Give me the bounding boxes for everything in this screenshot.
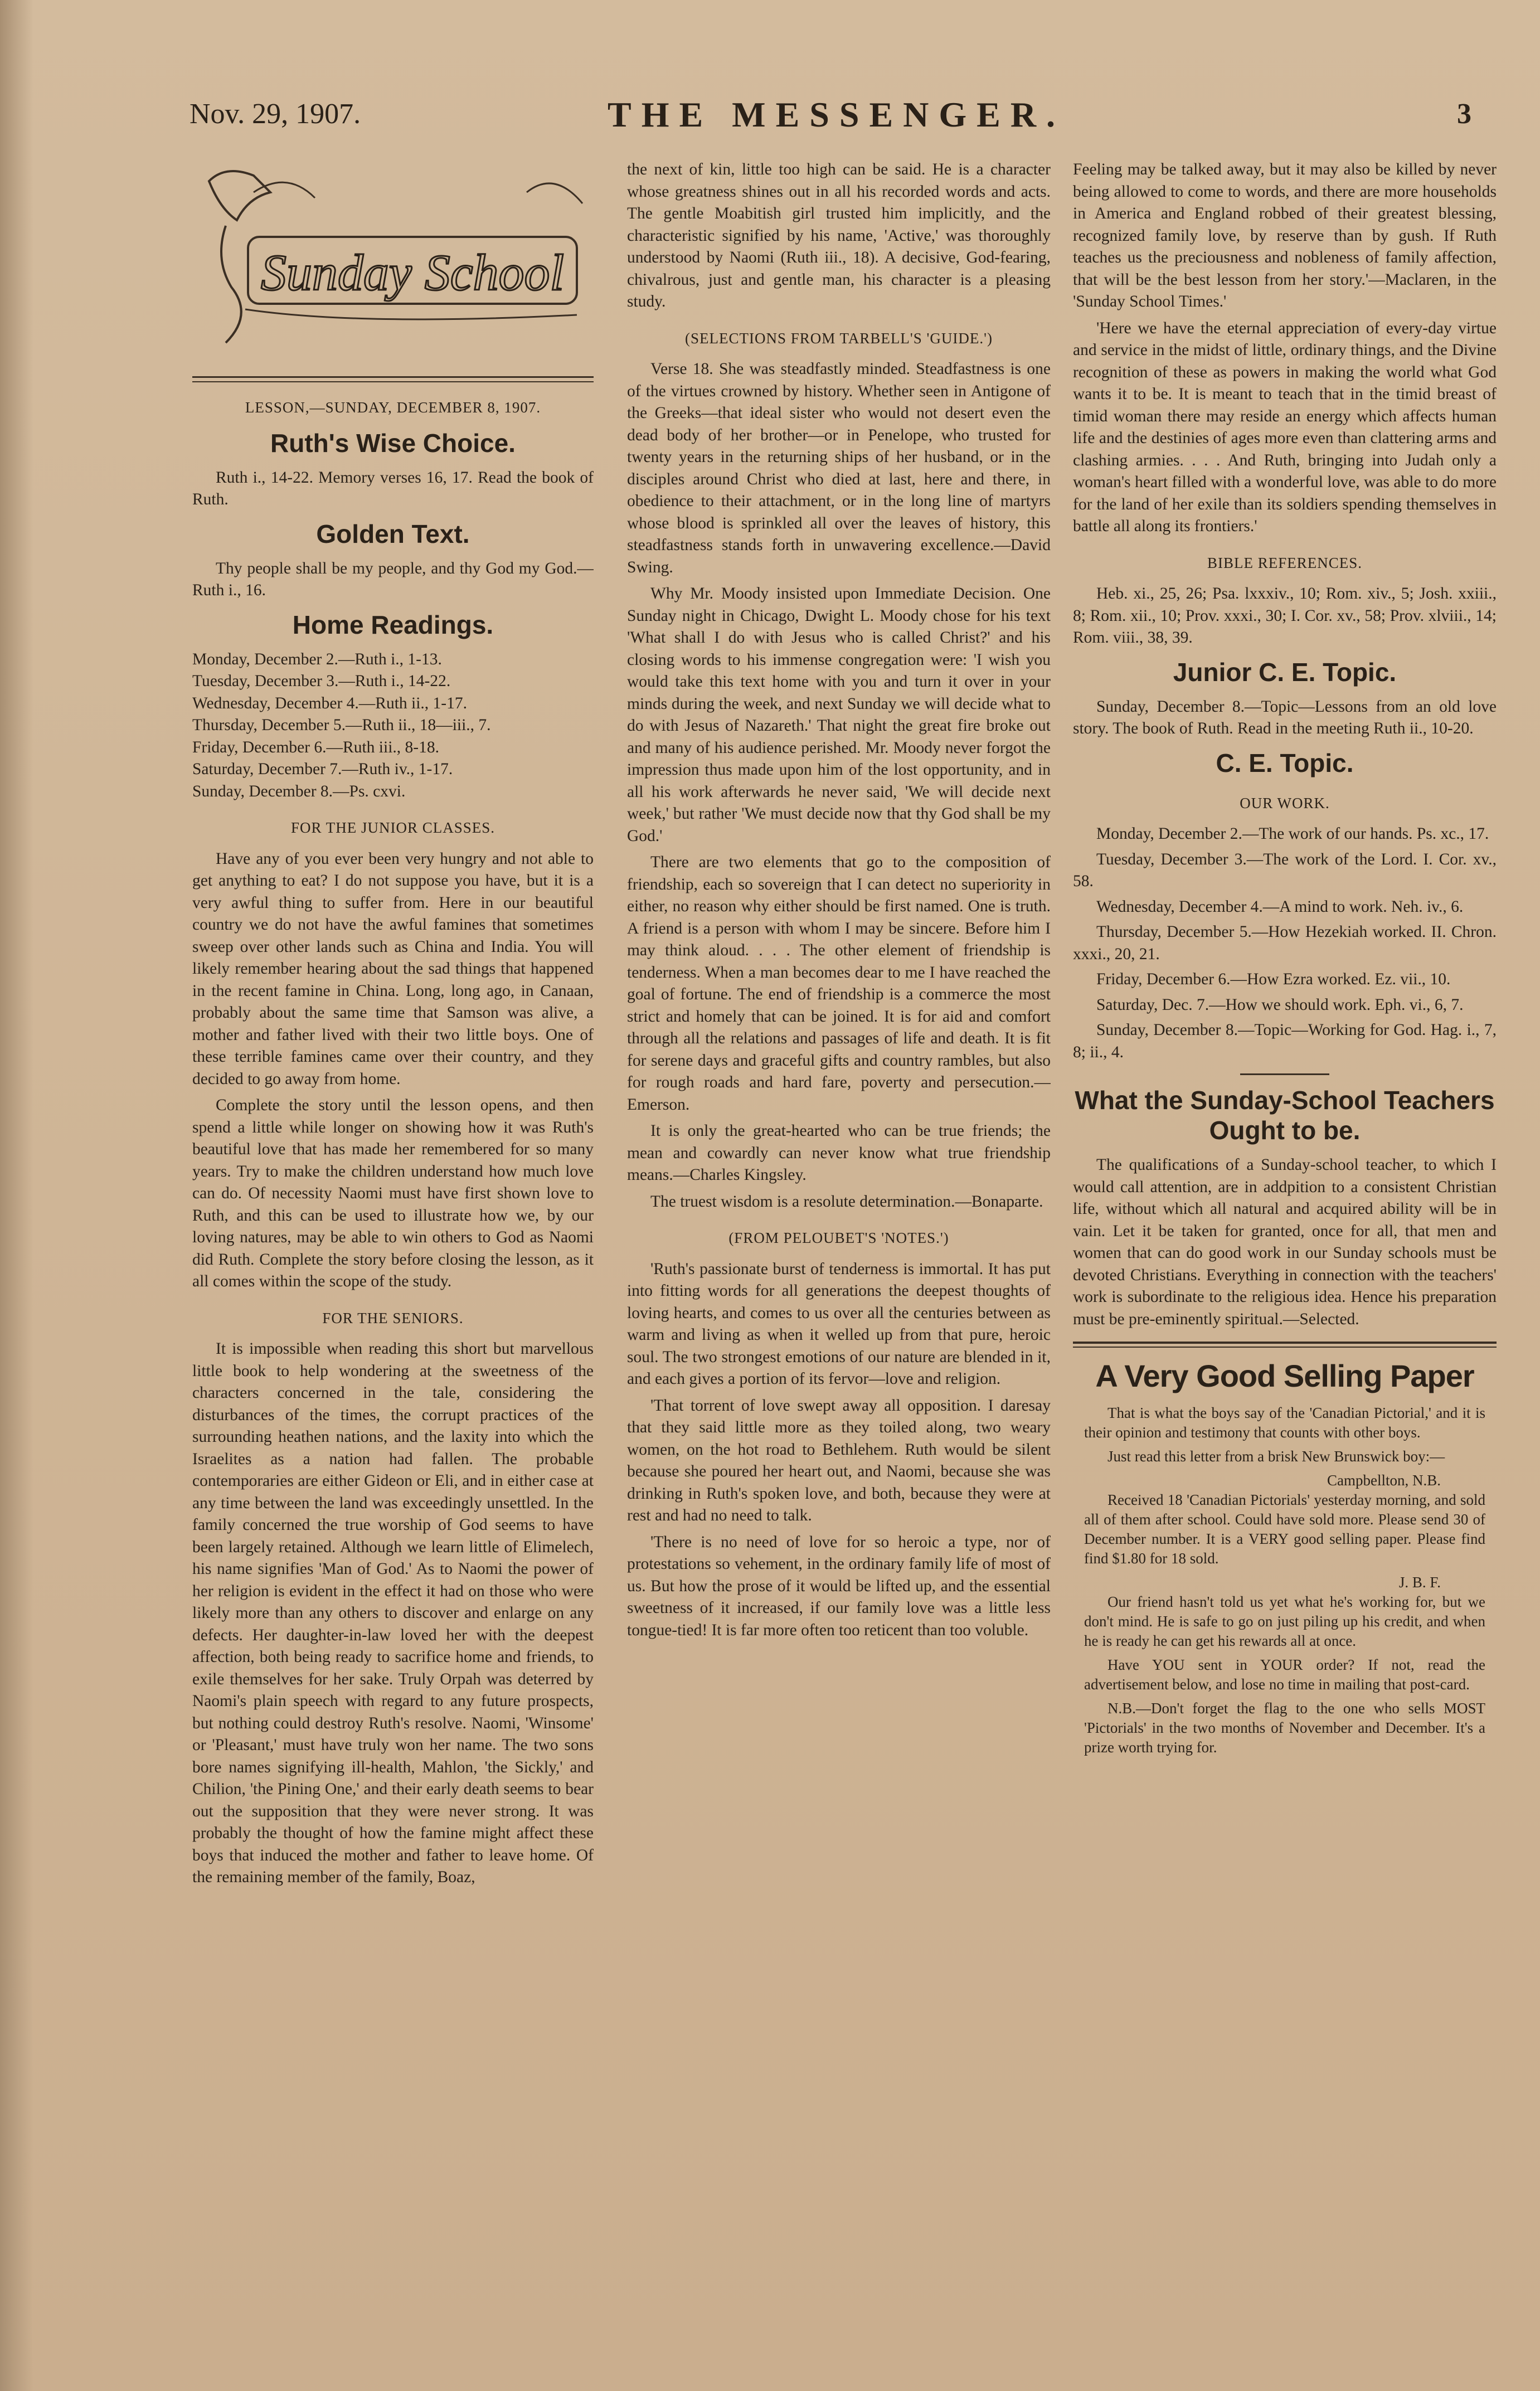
work-item: Saturday, Dec. 7.—How we should work. Eph. vi., 6, 7. (1096, 995, 1464, 1014)
home-readings-heading: Home Readings. (292, 610, 494, 639)
bible-references: Heb. xi., 25, 26; Psa. lxxxiv., 10; Rom. xiv., 5; Josh. xxiii., 8; Rom. xii., 10; Prov. xxxi., 30; I. Cor. xv., 58; Prov. xlviii., 14; Rom. viii., 38, 39. (1073, 585, 1497, 647)
paper-title: THE MESSENGER. (608, 95, 1066, 134)
reading-item: Monday, December 2.—Ruth i., 1-13. (192, 650, 442, 668)
lesson-date: LESSON,—SUNDAY, DECEMBER 8, 1907. (245, 399, 541, 416)
peloubet-paragraph: 'That torrent of love swept away all opposition. I daresay that they said little more as they toiled along, two weary women, on the hot road to Bethlehem. Ruth would be silent because she poured her heart out, and Naomi, because she was drinking in Ruth's spoken love, and both, because they were at rest and had no need to talk. (627, 1396, 1051, 1524)
friendship-paragraph: There are two elements that go to the composition of friendship, each so sovereign that I can detect no superiority in either, no reason why either should be first named. One is truth. A friend is a person with whom I may be sincere. Before him I may think aloud. . . . The other element of friendship is tenderness. When a man becomes dear to me I have reached the goal of fortune. The end of friendship is a commerce the most strict and homely that can be joined. It is for aid and comfort through all the relations and passages of life and death. It is fit for serene days and graceful gifts and country rambles, but also for rough roads and hard fare, poverty and persecution.—Emerson. (627, 853, 1051, 1114)
reading-item: Saturday, December 7.—Ruth iv., 1-17. (192, 760, 453, 778)
reading-item: Friday, December 6.—Ruth iii., 8-18. (192, 738, 439, 756)
ad-paragraph: N.B.—Don't forget the flag to the one who sells MOST 'Pictorials' in the two months of November and December. It's a prize worth trying for. (1084, 1700, 1485, 1756)
sunday-school-logo-art (192, 159, 594, 359)
teachers-paragraph: The qualifications of a Sunday-school teacher, to which I would call attention, are in addpition to a consistent Christian life, without which all natural and acquired ability will be in vain. Let it be taken for granted, once for all, that men and women that can do good work in our Sunday schools must be devoted Christians. Everything in connection with the teachers' work is subordinate to the religious idea. Hence his preparation must be pre-eminently spiritual.—Selected. (1073, 1156, 1497, 1328)
junior-paragraph: Complete the story until the lesson opens, and then spend a little while longer on showing how it was Ruth's beautiful love that has made her remembered for so many years. Try to make the children understand how much love can do. Of necessity Naomi must have first shown love to Ruth, and this can be used to illustrate how we, by our loving natures, may be able to win others to God as Naomi did Ruth. Complete the story before closing the lesson, as it all comes within the scope of the study. (192, 1096, 594, 1290)
letter-signature: J. B. F. (1398, 1574, 1441, 1591)
moody-paragraph: Why Mr. Moody insisted upon Immediate Decision. One Sunday night in Chicago, Dwight L. Moody chose for his text 'What shall I do with Jesus who is called Christ?' and his closing words to his immense congregation were: 'I wish you would take this text home with you and turn it over in your minds during the week, and next Sunday we will decide what to do with Jesus of Nazareth.' That night the great fire broke out and many of his audience perished. Mr. Moody never forgot the impression thus made upon him of the lost opportunity, and in all his work afterwards he never said, 'We will decide next week,' but rather 'We must decide now that thy God shall be my God.' (627, 585, 1051, 845)
column-2 (627, 159, 1051, 2221)
kingsley-quote: It is only the great-hearted who can be true friends; the mean and cowardly can never know what true friendship means.—Charles Kingsley. (627, 1122, 1051, 1184)
ce-topic-heading: C. E. Topic. (1216, 748, 1354, 777)
ad-paragraph: That is what the boys say of the 'Canadian Pictorial,' and it is their opinion and testimony that counts with other boys. (1084, 1405, 1485, 1441)
lesson-title: Ruth's Wise Choice. (270, 428, 516, 458)
peloubet-heading: (FROM PELOUBET'S 'NOTES.') (728, 1229, 949, 1246)
steadfastness-paragraph: Verse 18. She was steadfastly minded. Steadfastness is one of the virtues crowned by history. Whether seen in Antigone of the Greeks—that ideal sister who would not desert even the dead body of her brother—or in Penelope, who trusted for twenty years in the returning ships of her husband, or in the disciples around Christ who died at last, here and there, in obedience to their attachment, or in the long line of martyrs whose blood is sprinkled all over the leaves of history, this steadfastness stands forth in unwavering excellence.—David Swing. (627, 360, 1051, 576)
junior-ce-text: Sunday, December 8.—Topic—Lessons from an old love story. The book of Ruth. Read in the meeting Ruth ii., 10-20. (1073, 697, 1497, 737)
letter-place: Campbellton, N.B. (1327, 1472, 1441, 1489)
peloubet-paragraph: 'Ruth's passionate burst of tenderness is immortal. It has put into fitting words for all generations the deepest thoughts of loving hearts, and comes to us over all the centuries between as warm and living as when it welled up from that pure, heroic soul. The two strongest emotions of our nature are blended in it, and each gives a portion of its fervor—love and religion. (627, 1260, 1051, 1388)
bible-references-heading: BIBLE REFERENCES. (1207, 554, 1363, 571)
maclaren-paragraph: Feeling may be talked away, but it may also be killed by never being allowed to come to words, and there are more households in America and England robbed of their greatest blessing, recognized family love, by reserve than by gush. If Ruth teaches us the preciousness and nobleness of family affection, that will be the best lesson from her story.'—Maclaren, in the 'Sunday School Times.' (1073, 161, 1497, 310)
ad-divider (1073, 1342, 1497, 1348)
seniors-paragraph: It is impossible when reading this short but marvellous little book to help wondering at the sweetness of the characters concerned in the tale, considering the disturbances of the times, the corrupt practices of the surrounding heathen nations, and the laxity into which the Israelites as a nation had fallen. The probable contemporaries are either Gideon or Eli, and in either case at any time between the land was exceedingly unsettled. In the family concerned the true worship of God seems to have been largely retained. Although we learn little of Elimelech, his name signifies 'Man of God.' As to Naomi the power of her religion is evident in the effect it had on those who were likely more than any others to discover and enlarge on any defects. Her daughter-in-law loved her with the deepest affection, both being ready to sacrifice home and friends, to exile themselves for her sake. Truly Orpah was deterred by Naomi's plain speech with regard to any future prospects, but nothing could destroy Ruth's resolve. Naomi, 'Winsome' or 'Pleasant,' must have truly won her name. The two sons bore names signifying ill-health, Mahlon, 'the Sickly,' and Chilion, 'the Pining One,' and their early death seems to bear out the supposition that they were never strong. It was probably the thought of how the famine might affect these boys that induced the mother and father to leave home. Of the remaining member of the family, Boaz, (192, 1340, 594, 1886)
letter-body: Received 18 'Canadian Pictorials' yesterday morning, and sold all of them after school. Could have sold more. Please send 30 of December number. It is a VERY good selling paper. Please find find $1.80 for 18 sold. (1084, 1491, 1485, 1567)
work-item: Monday, December 2.—The work of our hands. Ps. xc., 17. (1096, 825, 1489, 843)
column-3 (1073, 159, 1497, 2221)
ruth-appreciation-paragraph: 'Here we have the eternal appreciation of every-day virtue and service in the midst of little, ordinary things, and the Divine recognition of these as powers in making the world what God wants it to be. It is meant to teach that in the timid breast of timid woman there may reside an energy which affects human life and the destinies of ages more even than clattering arms and clashing armies. . . . And Ruth, bringing into Judah only a woman's heart filled with a wonderful love, was able to do more for the land of her exile than its soldiers spending themselves in battle all along its frontiers.' (1073, 319, 1497, 535)
junior-classes-heading: FOR THE JUNIOR CLASSES. (290, 819, 495, 836)
logo-rule (192, 376, 594, 382)
teachers-heading: What the Sunday-School Teachers Ought to be. (1075, 1086, 1495, 1145)
page-edge-shadow (0, 0, 33, 2391)
junior-ce-heading: Junior C. E. Topic. (1173, 657, 1397, 687)
peloubet-paragraph: 'There is no need of love for so heroic a type, nor of protestations so vehement, in the ordinary family life of most of us. But how the prose of it would be lifted up, and the essential sweetness of it increased, if our family love was a little less tongue-tied! It is far more often too reticent than too voluble. (627, 1533, 1051, 1639)
ad-paragraph: Just read this letter from a brisk New Brunswick boy:— (1107, 1448, 1445, 1465)
reading-item: Sunday, December 8.—Ps. cxvi. (192, 782, 406, 800)
work-item: Thursday, December 5.—How Hezekiah worked. II. Chron. xxxi., 20, 21. (1073, 923, 1497, 963)
reading-item: Thursday, December 5.—Ruth ii., 18—iii., 7. (192, 716, 491, 734)
ad-paragraph: Our friend hasn't told us yet what he's working for, but we don't mind. He is safe to go on just piling up his credit, and when he is ready he can get his rewards all at once. (1084, 1593, 1485, 1649)
logo-text: Sunday School (260, 244, 565, 301)
reading-item: Tuesday, December 3.—Ruth i., 14-22. (192, 672, 451, 690)
tarbell-heading: (SELECTIONS FROM TARBELL'S 'GUIDE.') (685, 329, 993, 347)
boaz-paragraph: the next of kin, little too high can be said. He is a character whose greatness shines out in all his recorded words and acts. The gentle Moabitish girl trusted him implicitly, and the characteristic signified by his name, 'Active,' was thoroughly understood by Naomi (Ruth iii., 18). A decisive, God-fearing, chivalrous, just and gentle man, his character is a pleasing study. (627, 161, 1051, 310)
ad-heading: A Very Good Selling Paper (1095, 1358, 1474, 1393)
golden-text-heading: Golden Text. (316, 519, 470, 548)
golden-text: Thy people shall be my people, and thy God my God.—Ruth i., 16. (192, 559, 594, 599)
junior-paragraph: Have any of you ever been very hungry and not able to get anything to eat? I do not suppose you have, but it is a very awful thing to suffer from. Here in our beautiful country we do not have the awful famines that sometimes sweep over other lands such as China and India. You will likely remember hearing about the sad things that happened in the recent famine in China. Long, long ago, in Canaan, probably about the same time that Samson was alive, a mother and father lived with their two little boys. One of these terrible famines came over their country, and they decided to go away from home. (192, 849, 594, 1088)
bonaparte-quote: The truest wisdom is a resolute determination.—Bonaparte. (650, 1192, 1043, 1211)
work-item: Sunday, December 8.—Topic—Working for God. Hag. i., 7, 8; ii., 4. (1073, 1021, 1497, 1061)
ad-paragraph: Have YOU sent in YOUR order? If not, read the advertisement below, and lose no time in mailing that post-card. (1084, 1656, 1485, 1693)
lesson-ref: Ruth i., 14-22. Memory verses 16, 17. Read the book of Ruth. (192, 468, 594, 508)
reading-item: Wednesday, December 4.—Ruth ii., 1-17. (192, 694, 467, 712)
work-item: Wednesday, December 4.—A mind to work. Neh. iv., 6. (1096, 897, 1464, 916)
work-item: Tuesday, December 3.—The work of the Lord. I. Cor. xv., 58. (1073, 850, 1497, 890)
seniors-heading: FOR THE SENIORS. (322, 1309, 464, 1326)
column-1 (192, 159, 594, 2221)
masthead (190, 95, 1488, 148)
sunday-school-logo (192, 159, 594, 359)
issue-date: Nov. 29, 1907. (190, 98, 361, 130)
page-number: 3 (1457, 98, 1471, 130)
work-item: Friday, December 6.—How Ezra worked. Ez. vii., 10. (1096, 970, 1451, 988)
section-divider (1240, 1073, 1329, 1075)
home-readings-list (192, 649, 594, 803)
our-work-heading: OUR WORK. (1240, 794, 1330, 811)
advertisement (1073, 1359, 1497, 1757)
